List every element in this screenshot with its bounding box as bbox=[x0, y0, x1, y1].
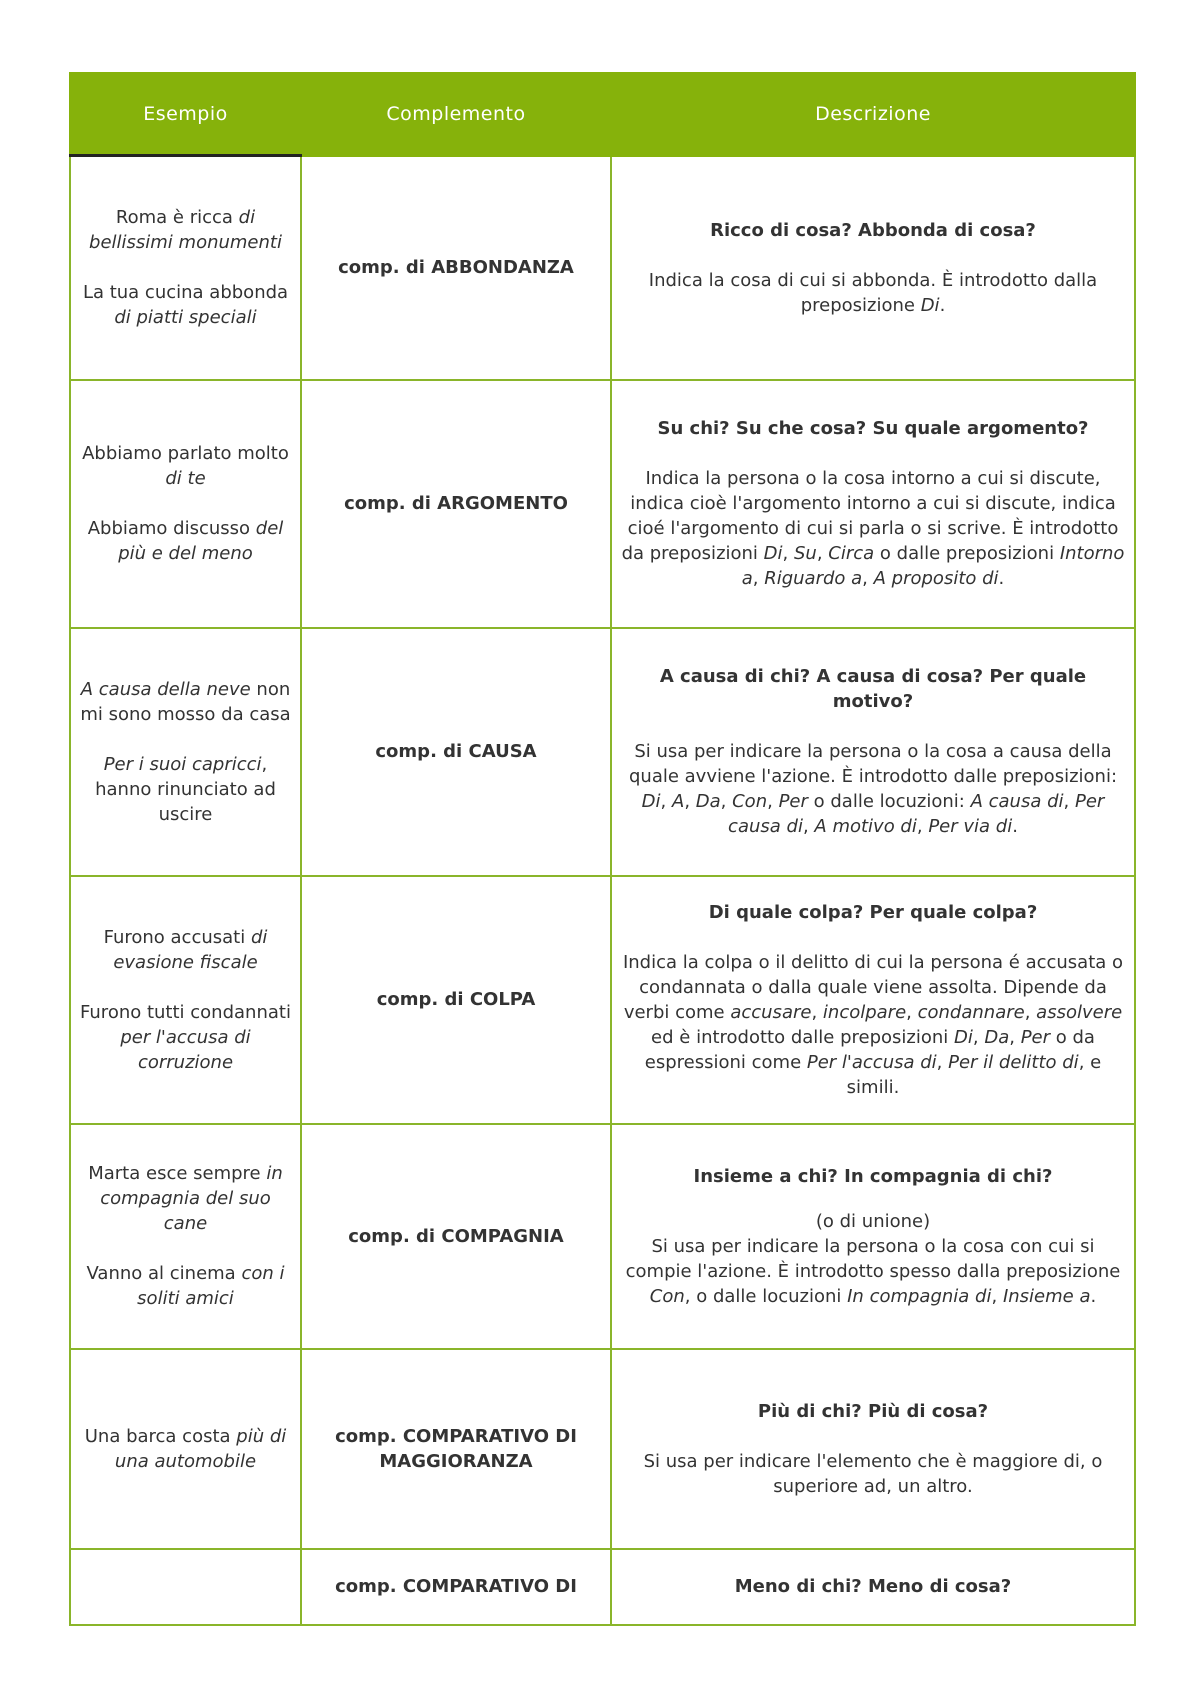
example-sentence bbox=[79, 516, 292, 566]
description-text bbox=[620, 1449, 1126, 1499]
example-text: di piatti speciali bbox=[114, 307, 257, 329]
header-esempio: Esempio bbox=[70, 73, 301, 156]
table-row bbox=[70, 1549, 1135, 1625]
complement-cell: comp. di ARGOMENTO bbox=[301, 380, 611, 628]
description-cell bbox=[611, 628, 1135, 876]
description-run: Si usa per indicare l'elemento che è maggiore di, o superiore ad, un altro. bbox=[643, 1450, 1103, 1497]
description-run: , bbox=[936, 1051, 949, 1073]
description-run: A causa di bbox=[970, 791, 1064, 812]
description-run: Circa bbox=[828, 543, 875, 564]
complements-table bbox=[69, 72, 1136, 1626]
example-text: Una barca costa bbox=[84, 1425, 237, 1447]
example-text: Abbiamo discusso bbox=[87, 518, 256, 539]
description-run: . bbox=[939, 294, 946, 316]
example-sentence bbox=[79, 205, 292, 255]
example-text: per l'accusa di corruzione bbox=[120, 1026, 251, 1073]
example-sentence bbox=[79, 1000, 292, 1075]
example-cell bbox=[70, 628, 301, 876]
example-text: A causa della neve bbox=[80, 678, 251, 700]
description-run: Con bbox=[649, 1285, 685, 1307]
example-text: Furono accusati bbox=[103, 926, 251, 948]
example-sentence bbox=[79, 1261, 292, 1311]
example-cell bbox=[70, 876, 301, 1124]
example-cell bbox=[70, 380, 301, 628]
table-row bbox=[70, 156, 1135, 380]
description-run: , bbox=[684, 791, 696, 812]
example-text: Marta esce sempre bbox=[88, 1163, 267, 1184]
description-run: o dalle preposizioni bbox=[874, 543, 1060, 564]
description-run: , bbox=[720, 791, 733, 812]
table-row bbox=[70, 380, 1135, 628]
example-cell bbox=[70, 156, 301, 380]
description-run: , bbox=[1063, 791, 1075, 812]
description-run: , bbox=[752, 568, 765, 589]
complement-cell: comp. COMPARATIVO DI bbox=[301, 1549, 611, 1625]
question-text: A causa di chi? A causa di cosa? Per quale motivo? bbox=[659, 666, 1087, 712]
description-run: A proposito di bbox=[873, 568, 999, 589]
example-text: di te bbox=[165, 468, 206, 489]
description-run: o dalle locuzioni: bbox=[807, 791, 971, 812]
description-run: , bbox=[767, 791, 779, 812]
example-text: Abbiamo parlato molto bbox=[82, 443, 289, 464]
example-sentence bbox=[79, 280, 292, 330]
description-run: Per causa di bbox=[728, 791, 1105, 837]
question-text: Meno di chi? Meno di cosa? bbox=[734, 1576, 1012, 1597]
description-run: Su bbox=[793, 543, 817, 564]
description-run: , bbox=[972, 1026, 985, 1048]
example-text: , hanno rinunciato ad uscire bbox=[95, 753, 276, 825]
example-cell bbox=[70, 1124, 301, 1349]
description-cell bbox=[611, 1349, 1135, 1549]
example-text: Furono tutti condannati bbox=[80, 1001, 291, 1023]
description-cell bbox=[611, 156, 1135, 380]
example-text: di bellissimi monumenti bbox=[89, 207, 282, 254]
description-run: , bbox=[782, 543, 794, 564]
example-text: con i soliti amici bbox=[137, 1263, 285, 1309]
example-text: in compagnia del suo cane bbox=[100, 1163, 283, 1234]
example-text: non mi sono mosso da casa bbox=[80, 678, 291, 725]
description-cell bbox=[611, 1549, 1135, 1625]
example-text: più di una automobile bbox=[114, 1425, 287, 1472]
description-run: . bbox=[1012, 816, 1018, 837]
example-text: del più e del meno bbox=[118, 518, 284, 564]
description-run: . bbox=[1090, 1285, 1097, 1307]
description-run: A bbox=[671, 791, 685, 812]
description-run: Di bbox=[954, 1026, 973, 1048]
description-run: Intorno a bbox=[741, 543, 1125, 589]
description-run: , bbox=[811, 1001, 823, 1023]
description-run: incolpare bbox=[822, 1001, 907, 1023]
example-text: Per i suoi capricci bbox=[103, 753, 262, 775]
header-descrizione: Descrizione bbox=[611, 73, 1135, 156]
description-run: , bbox=[916, 816, 929, 837]
description-run: , bbox=[906, 1001, 918, 1023]
description-cell bbox=[611, 380, 1135, 628]
table-row bbox=[70, 1349, 1135, 1549]
description-run: , bbox=[660, 791, 672, 812]
description-run: . bbox=[998, 568, 1005, 589]
description-run: condannare bbox=[917, 1001, 1025, 1023]
complement-cell: comp. di COMPAGNIA bbox=[301, 1124, 611, 1349]
description-run: In compagnia di bbox=[847, 1285, 992, 1307]
description-text bbox=[620, 739, 1126, 839]
description-run: Indica la cosa di cui si abbonda. È introdotto dalla preposizione bbox=[648, 269, 1098, 316]
description-run: , bbox=[1024, 1001, 1037, 1023]
table-row bbox=[70, 1124, 1135, 1349]
example-sentence bbox=[79, 441, 292, 491]
description-run: Insieme a bbox=[1002, 1285, 1091, 1307]
description-run: accusare bbox=[730, 1001, 812, 1023]
description-run: Indica la colpa o il delitto di cui la persona é accusata o condannata o dalla quale viene assolta. Dipende da verbi come bbox=[622, 951, 1124, 1023]
description-run: , bbox=[816, 543, 829, 564]
description-text bbox=[620, 1234, 1126, 1309]
description-run: Per l'accusa di bbox=[806, 1051, 937, 1073]
description-run: , e simili. bbox=[846, 1051, 1102, 1098]
description-text bbox=[620, 466, 1126, 591]
description-text bbox=[620, 950, 1126, 1100]
question-text: Più di chi? Più di cosa? bbox=[757, 1400, 989, 1422]
description-run: Si usa per indicare la persona o la cosa a causa della quale avviene l'azione. È introdotto dalle preposizioni: bbox=[628, 741, 1118, 787]
example-text: Vanno al cinema bbox=[86, 1263, 242, 1284]
description-run: o da espressioni come bbox=[644, 1026, 1095, 1073]
description-run: Per bbox=[778, 791, 808, 812]
description-run: Con bbox=[732, 791, 768, 812]
description-run: Si usa per indicare la persona o la cosa con cui si compie l'azione. È introdotto spesso dalla preposizione bbox=[625, 1235, 1121, 1282]
complement-cell: comp. di COLPA bbox=[301, 876, 611, 1124]
example-cell bbox=[70, 1549, 301, 1625]
description-run: , bbox=[991, 1285, 1003, 1307]
description-run: Per il delitto di bbox=[948, 1051, 1079, 1073]
header-row bbox=[70, 73, 1135, 156]
description-run: Per bbox=[1020, 1026, 1051, 1048]
description-run: Di bbox=[920, 294, 940, 316]
description-cell bbox=[611, 876, 1135, 1124]
description-run: assolvere bbox=[1036, 1001, 1123, 1023]
table-row bbox=[70, 876, 1135, 1124]
complement-cell: comp. COMPARATIVO DI MAGGIORANZA bbox=[301, 1349, 611, 1549]
table-row bbox=[70, 628, 1135, 876]
description-run: Indica la persona o la cosa intorno a cui si discute, indica cioè l'argomento intorno a cui si discute, indica cioé l'argomento di cui si parla o si scrive. È introdotto da preposizioni bbox=[621, 468, 1119, 564]
example-sentence bbox=[79, 925, 292, 975]
description-run: , o dalle locuzioni bbox=[684, 1285, 848, 1307]
description-cell bbox=[611, 1124, 1135, 1349]
description-run: ed è introdotto dalle preposizioni bbox=[651, 1026, 955, 1048]
description-run: , bbox=[1009, 1026, 1021, 1048]
description-run: , bbox=[862, 568, 874, 589]
description-run: , bbox=[802, 816, 815, 837]
description-text bbox=[620, 268, 1126, 318]
description-run: Per via di bbox=[928, 816, 1013, 837]
description-run: Da bbox=[984, 1026, 1010, 1048]
example-text: Roma è ricca bbox=[115, 207, 239, 229]
example-text: di evasione fiscale bbox=[113, 926, 268, 973]
example-sentence bbox=[79, 1161, 292, 1236]
description-run: Riguardo a bbox=[764, 568, 863, 589]
header-complemento: Complemento bbox=[301, 73, 611, 156]
description-run: A motivo di bbox=[814, 816, 917, 837]
description-run: Di bbox=[763, 543, 783, 564]
complement-cell: comp. di CAUSA bbox=[301, 628, 611, 876]
question-text: Ricco di cosa? Abbonda di cosa? bbox=[710, 219, 1036, 241]
example-sentence bbox=[79, 1424, 292, 1474]
example-sentence bbox=[79, 677, 292, 727]
description-run: Di bbox=[641, 791, 661, 812]
question-text: Di quale colpa? Per quale colpa? bbox=[708, 901, 1038, 923]
complement-cell: comp. di ABBONDANZA bbox=[301, 156, 611, 380]
description-run: Da bbox=[695, 791, 721, 812]
example-sentence bbox=[79, 752, 292, 827]
example-text: La tua cucina abbonda bbox=[82, 282, 289, 304]
question-text: Su chi? Su che cosa? Su quale argomento? bbox=[657, 418, 1089, 439]
example-cell bbox=[70, 1349, 301, 1549]
extra-note: (o di unione) bbox=[815, 1210, 931, 1232]
question-text: Insieme a chi? In compagnia di chi? bbox=[693, 1165, 1053, 1187]
